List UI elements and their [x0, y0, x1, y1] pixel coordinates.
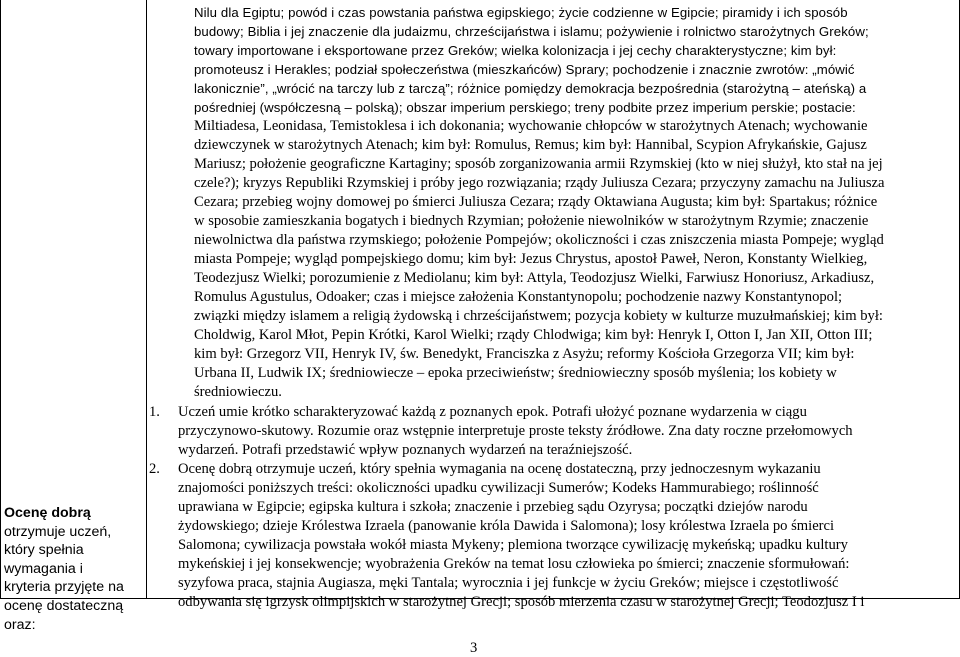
content-line: Teodezjusz Wielki; porozumienie z Mediolanu; kim był: Attyla, Teodozjusz Wielki, Farwiusz Honoriusz, Arkadiusz,	[194, 270, 875, 286]
content-line: Nilu dla Egiptu; powód i czas powstania państwa egipskiego; życie codzienne w Egipcie; piramidy i ich sposób	[194, 5, 848, 20]
table-border-left	[0, 0, 1, 599]
content-line: Miltiadesa, Leonidasa, Temistoklesa i ich dokonania; wychowanie chłopców w starożytnych Atenach; wychowanie	[194, 118, 868, 134]
list-item-line: mykeńskiej i jej konsekwencje; wyobrażenia Greków na temat losu człowieka po śmierci; znaczenie sformułowań:	[178, 556, 850, 572]
criteria-label-bold: Ocenę dobrą	[4, 505, 91, 521]
content-line: budowy; Biblia i jej znaczenie dla judaizmu, chrześcijaństwa i islamu; pożywienie i rolnictwo starożytnych Greków;	[194, 24, 869, 39]
content-line: promoteusz i Herakles; podział społeczeństwa (mieszkańców) Sprary; pochodzenie i znacznie zwrotów: „mówić	[194, 62, 855, 77]
content-line: Romulus Agustulus, Odoaker; czas i miejsce założenia Konstantynopolu; pochodzenie nazwy Konstantynopol;	[194, 289, 843, 305]
criteria-cell	[4, 504, 144, 634]
list-item-body	[178, 460, 960, 612]
content-line: dziewczynek w starożytnych Atenach; kim był: Romulus, Remus; kim był: Hannibal, Scypion Afrykańskie, Gajusz	[194, 137, 867, 153]
content-line: Urbana II, Ludwik IX; średniowiecze – epoka przeciwieństw; średniowieczny sposób myślenia; los kobiety w	[194, 365, 837, 381]
list-item-body	[178, 403, 960, 460]
content-line: niewolnictwa dla państwa rzymskiego; położenie Pompejów; okoliczności i czas zniszczenia miasta Pompeje; wygląd	[194, 232, 884, 248]
list-item-number: 1.	[149, 404, 160, 420]
list-item-line: Uczeń umie krótko scharakteryzować każdą z poznanych epok. Potrafi ułożyć poznane wydarzenia w ciągu	[178, 404, 807, 420]
criteria-line: ocenę dostateczną	[4, 597, 124, 614]
content-line: kim był: Grzegorz VII, Henryk IV, św. Benedykt, Franciszka z Asyżu; reformy Kościoła Grzegorza VII; kim był:	[194, 346, 855, 362]
list-item-line: Salomona; cywilizacja powstała wokół miasta Mykeny; plemiona tworzące cywilizację mykeńską; upadku kultury	[178, 537, 848, 553]
content-paragraph	[194, 3, 954, 402]
criteria-line: wymagania i	[4, 560, 83, 577]
content-line: w sposobie zamieszkania bogatych i biednych Rzymian; położenie niewolników w starożytnym Rzymie; znaczenie	[194, 213, 869, 229]
list-item-line: przyczynowo-skutowy. Rozumie oraz wstępnie interpretuje proste teksty źródłowe. Zna daty roczne przełomowych	[178, 423, 853, 439]
content-line: lakonicznie”, „wrócić na tarczy lub z tarczą”; różnice pomiędzy demokracja bezpośrednia (starożytną – ateńską) a	[194, 81, 867, 96]
content-line: Mariusz; położenie geograficzne Kartaginy; sposób zorganizowania armii Rzymskiej (kto w niej służył, kto stał na jej	[194, 156, 883, 172]
content-line: miasta Pompeje; wygląd pompejskiego domu; kim był: Jezus Chrystus, apostoł Paweł, Neron, Konstanty Wielkieg,	[194, 251, 868, 267]
criteria-line: kryteria przyjęte na	[4, 579, 124, 596]
content-line: Cezara; przebieg wojny domowej po śmierci Juliusza Cezara; rządy Oktawiana Augusta; kim był: Spartakus; różnice	[194, 194, 878, 210]
content-line: pośredniej (współczesną – polską); obszar imperium perskiego; treny podbite przez imperium perskie; postacie:	[194, 100, 856, 115]
criteria-line: otrzymuje uczeń,	[4, 523, 112, 540]
list-item-line: żydowskiego; dzieje Królestwa Izraela (panowanie króla Dawida i Salomona); losy królestwa Izraela po śmierci	[178, 518, 835, 534]
list-item-line: odbywania się igrzysk olimpijskich w starożytnej Grecji; sposób mierzenia czasu w starożytnej Grecji; Teodozjusz I i	[178, 594, 865, 610]
list-item-line: syzyfowa praca, stajnia Augiasza, męki Tantala; wyrocznia i jej funkcje w życiu Greków; miejsce i częstotliwość	[178, 575, 839, 591]
list-item-line: wydarzeń. Potrafi przedstawić wpływ poznanych wydarzeń na teraźniejszość.	[178, 442, 633, 458]
list-item-line: uprawiana w Egipcie; egipska kultura i szkoła; znaczenie i przebieg sądu Ozyrysa; początki dziejów narodu	[178, 499, 808, 515]
criteria-line: oraz:	[4, 616, 36, 633]
content-line: czele?); kryzys Republiki Rzymskiej i próby jego rozwiązania; rządy Juliusza Cezara; przyczyny zamachu na Juliusza	[194, 175, 885, 191]
criteria-line: który spełnia	[4, 542, 84, 559]
content-line: towary importowane i eksportowane przez Greków; wielka kolonizacja i jej cechy charakterystyczne; kim był:	[194, 43, 837, 58]
table-column-divider	[146, 0, 147, 599]
content-line: związki między islamem a religią żydowską i chrześcijaństwem; pozycja kobiety w kulturze muzułmańskiej; kim był:	[194, 308, 883, 324]
content-line: średniowieczu.	[194, 384, 282, 400]
content-line: Choldwig, Karol Młot, Pepin Krótki, Karol Wielki; rządy Chlodwiga; kim był: Henryk I, Otton I, Jan XII, Otton III;	[194, 327, 873, 343]
list-item-line: Ocenę dobrą otrzymuje uczeń, który spełnia wymagania na ocenę dostateczną, przy jednoczesnym wykazaniu	[178, 461, 821, 477]
list-item-number: 2.	[149, 461, 160, 477]
page-number: 3	[470, 640, 478, 656]
list-item-line: znajomości poniższych treści: okoliczności upadku cywilizacji Sumerów; Kodeks Hammurabiego; roślinność	[178, 480, 819, 496]
